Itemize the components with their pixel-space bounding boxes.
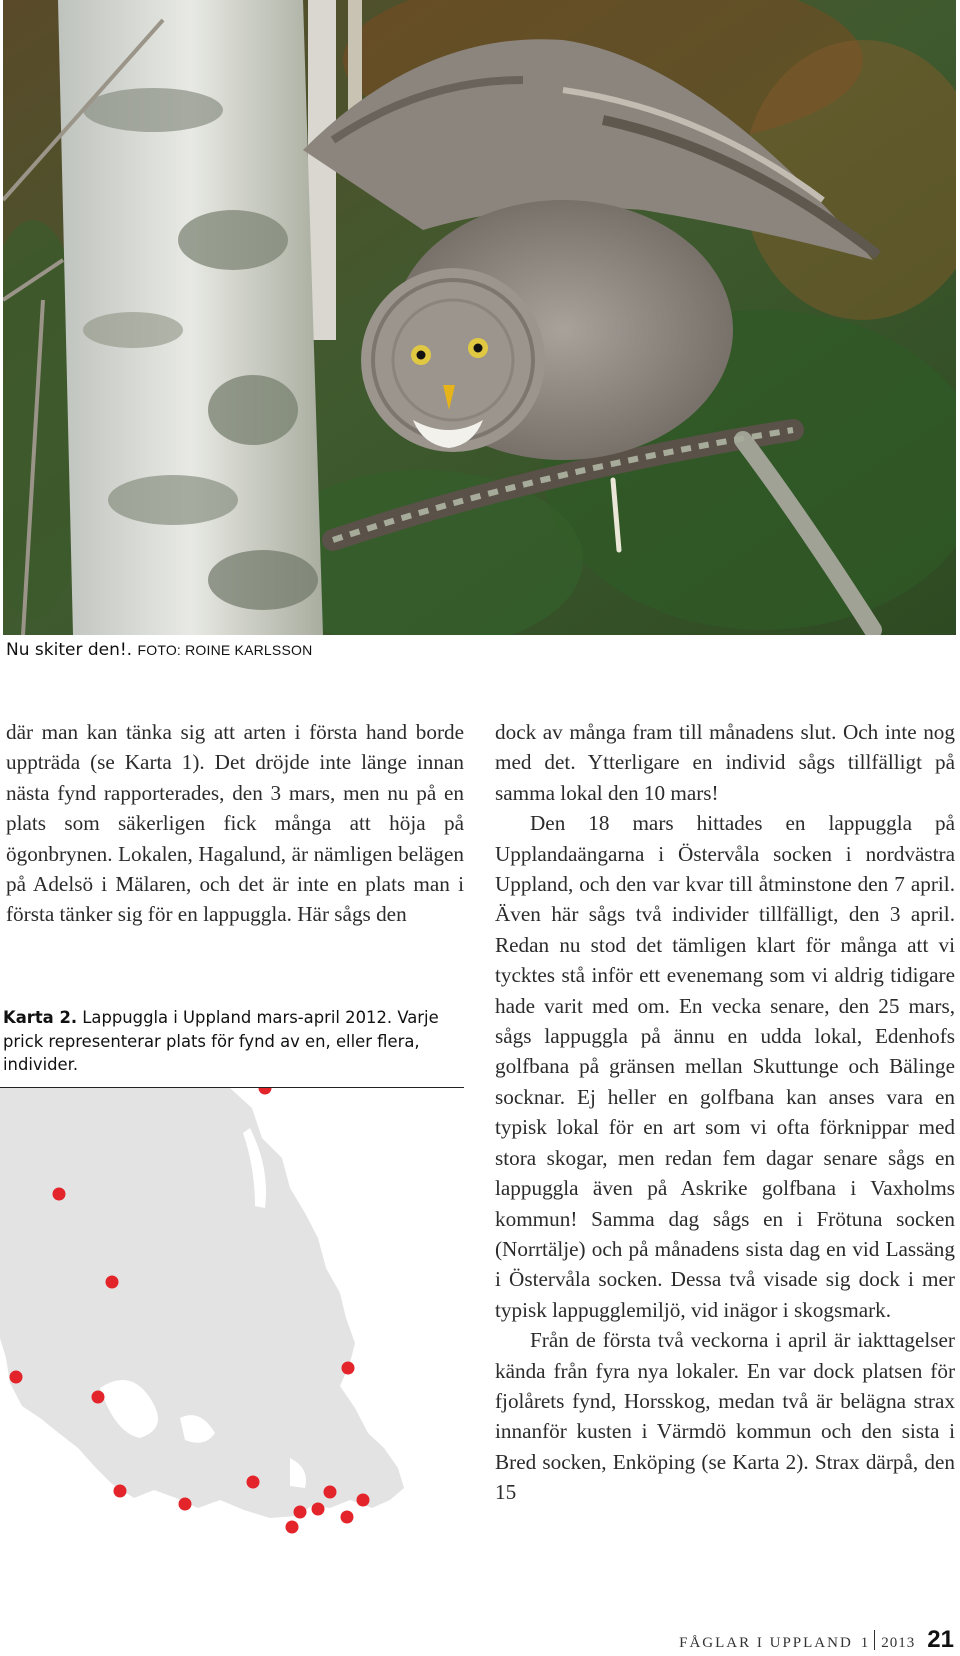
article-paragraph: där man kan tänka sig att arten i första hand borde uppträda (se Karta 1). Det dröjde inte länge innan nästa fynd rapporterades, den 3 mars, men nu på en plats som säkerligen fick många att höja på ögonbrynen. Lokalen, Hagalund, är nämligen belägen på Adelsö i Mälaren, och det är inte en plats man i första tänker sig för en lappuggla. Här sågs den (6, 720, 464, 927)
page-footer (679, 1626, 954, 1654)
article-paragraph: dock av många fram till månadens slut. Och inte nog med det. Ytterligare en individ sågs tillfälligt på samma lokal den 10 mars! (495, 720, 955, 805)
issue-year: 2013 (881, 1635, 916, 1651)
map-label: Karta 2. (3, 1008, 78, 1027)
page-number: 21 (927, 1626, 954, 1653)
sighting-dot (286, 1521, 299, 1534)
photo-caption-text: Nu skiter den!. (6, 640, 133, 660)
map-description: Varje prick representerar plats för fynd av en, eller flera, individer. (3, 1008, 439, 1074)
owl-photo (3, 0, 956, 635)
sighting-dot (259, 1088, 272, 1095)
footer-separator (874, 1630, 875, 1650)
owl-photo-illustration (3, 0, 956, 635)
article-paragraph: Från de första två veckorna i april är iakttagelser kända från fyra nya lokaler. En var dock platsen för fjolårets fynd, Horsskog, medan två är belägna strax innanför kusten i Värmdö kommun och den sista i Bred socken, Enköping (se Karta 2). Strax därpå, den 15 (495, 1328, 955, 1505)
sighting-dot (179, 1498, 192, 1511)
sighting-dot (312, 1503, 325, 1516)
sighting-dot (342, 1362, 355, 1375)
photo-caption (6, 640, 312, 660)
sighting-dot (92, 1391, 105, 1404)
sighting-dot (53, 1188, 66, 1201)
magazine-name: FÅGLAR I UPPLAND (679, 1635, 853, 1651)
article-paragraph: Den 18 mars hittades en lappuggla på Upplandaängarna i Östervåla socken i nordvästra Uppland, och den var kvar till åtminstone den 7 april. Även här sågs två individer tillfälligt, den 3 april. Redan nu stod det tämligen klart för många att vi tycktes stå inför ett evenemang som vi aldrig tidigare hade varit med om. En vecka senare, den 25 mars, sågs lappuggla på ännu en udda lokal, Edenhofs golfbana på gränsen mellan Skuttunge och Bälinge socknar. Ej heller en golfbana kan anses vara en typisk lokal för en art som vi ofta förknippar med stora skogar, men redan fem dagar senare sågs en lappuggla även på Askrike golfbana i Vaxholms kommun! Samma dag sågs en i Frötuna socken (Norrtälje) och på månadens sista dag en vid Lassäng i Östervåla socken. Dessa två visade sig dock i mer typisk lappugglemiljö, vid inägor i skogsmark. (495, 811, 955, 1322)
sighting-dot (357, 1494, 370, 1507)
issue-number: 1 (860, 1635, 869, 1651)
uppland-land-area (0, 1088, 404, 1518)
sighting-dot (294, 1506, 307, 1519)
sighting-dot (324, 1486, 337, 1499)
sightings-map-svg (0, 1088, 464, 1588)
map-caption (3, 1006, 463, 1077)
article-right-column (495, 717, 955, 1508)
sighting-dot (10, 1371, 23, 1384)
article-left-column (6, 717, 464, 930)
sightings-map (0, 1088, 464, 1588)
map-title: Lappuggla i Uppland mars-april 2012. (82, 1008, 393, 1027)
sighting-dot (247, 1476, 260, 1489)
sighting-dot (114, 1485, 127, 1498)
sighting-dot (341, 1511, 354, 1524)
photo-credit: FOTO: ROINE KARLSSON (137, 642, 313, 658)
sighting-dot (106, 1276, 119, 1289)
